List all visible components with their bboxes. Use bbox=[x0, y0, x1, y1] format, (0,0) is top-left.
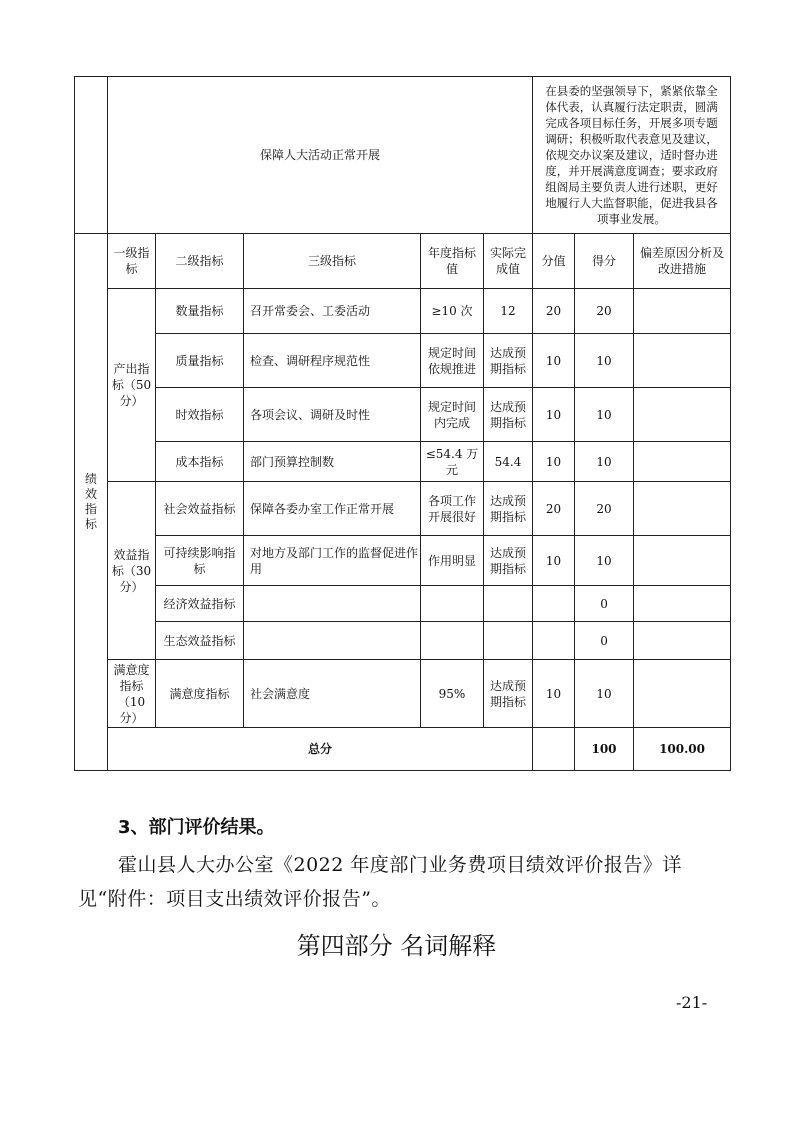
paragraph-line-1: 霍山县人大办公室《2022 年度部门业务费项目绩效评价报告》详 bbox=[118, 854, 682, 876]
row-note bbox=[634, 388, 731, 442]
row-level3: 部门预算控制数 bbox=[244, 442, 421, 482]
header-got: 得分 bbox=[575, 234, 634, 289]
row-score: 10 bbox=[533, 334, 575, 388]
row-got: 20 bbox=[575, 289, 634, 334]
total-actual bbox=[533, 728, 575, 771]
row-actual: 达成预期指标 bbox=[484, 660, 533, 728]
group-satisfaction: 满意度指标（10分） bbox=[108, 660, 156, 728]
row-note bbox=[634, 289, 731, 334]
row-level2: 社会效益指标 bbox=[156, 482, 244, 536]
row-target bbox=[421, 622, 484, 660]
table-row bbox=[75, 442, 731, 482]
row-level2: 数量指标 bbox=[156, 289, 244, 334]
row-target: 规定时间依规推进 bbox=[421, 334, 484, 388]
table-row bbox=[75, 536, 731, 586]
row-actual: 54.4 bbox=[484, 442, 533, 482]
row-target bbox=[421, 586, 484, 622]
row-got: 0 bbox=[575, 586, 634, 622]
row-level3: 保障各委办室工作正常开展 bbox=[244, 482, 421, 536]
row-score: 20 bbox=[533, 482, 575, 536]
row-level2: 时效指标 bbox=[156, 388, 244, 442]
row-target: 规定时间内完成 bbox=[421, 388, 484, 442]
row-level3: 召开常委会、工委活动 bbox=[244, 289, 421, 334]
performance-table bbox=[74, 76, 731, 771]
row-score: 10 bbox=[533, 536, 575, 586]
row-score bbox=[533, 586, 575, 622]
total-got: 100.00 bbox=[634, 728, 731, 771]
row-got: 10 bbox=[575, 536, 634, 586]
table-row bbox=[75, 334, 731, 388]
header-level2: 二级指标 bbox=[156, 234, 244, 289]
row-score bbox=[533, 622, 575, 660]
header-actual: 实际完成值 bbox=[484, 234, 533, 289]
row-got: 10 bbox=[575, 660, 634, 728]
row-score: 10 bbox=[533, 388, 575, 442]
row-level2: 生态效益指标 bbox=[156, 622, 244, 660]
row-target: 95% bbox=[421, 660, 484, 728]
row-got: 10 bbox=[575, 442, 634, 482]
side-label: 绩效指标 bbox=[84, 472, 97, 531]
project-goal-row bbox=[75, 77, 731, 234]
row-level3 bbox=[244, 586, 421, 622]
row-actual: 达成预期指标 bbox=[484, 536, 533, 586]
row-level2: 满意度指标 bbox=[156, 660, 244, 728]
row-level3: 检查、调研程序规范性 bbox=[244, 334, 421, 388]
table-row bbox=[75, 586, 731, 622]
side-label-cell bbox=[75, 234, 108, 771]
row-level3 bbox=[244, 622, 421, 660]
header-target: 年度指标值 bbox=[421, 234, 484, 289]
row-got: 0 bbox=[575, 622, 634, 660]
row-actual: 达成预期指标 bbox=[484, 388, 533, 442]
row-note bbox=[634, 660, 731, 728]
total-score: 100 bbox=[575, 728, 634, 771]
row-got: 10 bbox=[575, 388, 634, 442]
row-level2: 经济效益指标 bbox=[156, 586, 244, 622]
row-level3: 对地方及部门工作的监督促进作用 bbox=[244, 536, 421, 586]
paragraph-line-2: 见“附件：项目支出绩效评价报告”。 bbox=[78, 888, 391, 910]
table-row bbox=[75, 289, 731, 334]
row-level2: 成本指标 bbox=[156, 442, 244, 482]
row-actual bbox=[484, 586, 533, 622]
row-level2: 可持续影响指标 bbox=[156, 536, 244, 586]
row-note bbox=[634, 442, 731, 482]
row-target: ≥10 次 bbox=[421, 289, 484, 334]
row-actual: 达成预期指标 bbox=[484, 482, 533, 536]
part-title: 第四部分 名词解释 bbox=[296, 932, 497, 960]
row-actual: 达成预期指标 bbox=[484, 334, 533, 388]
row-level3: 各项会议、调研及时性 bbox=[244, 388, 421, 442]
header-level1: 一级指标 bbox=[108, 234, 156, 289]
row-note bbox=[634, 482, 731, 536]
page-number: -21- bbox=[676, 993, 708, 1012]
section-heading: 3、部门评价结果。 bbox=[118, 817, 275, 838]
table-row bbox=[75, 622, 731, 660]
row-level2: 质量指标 bbox=[156, 334, 244, 388]
row-note bbox=[634, 586, 731, 622]
row-note bbox=[634, 536, 731, 586]
row-actual bbox=[484, 622, 533, 660]
row-target: ≤54.4 万元 bbox=[421, 442, 484, 482]
table-row bbox=[75, 660, 731, 728]
table-row bbox=[75, 482, 731, 536]
table-row bbox=[75, 388, 731, 442]
group-output: 产出指标（50分） bbox=[108, 289, 156, 482]
blank-cell bbox=[75, 77, 108, 234]
header-analysis: 偏差原因分析及改进措施 bbox=[634, 234, 731, 289]
project-summary-cell: 在县委的坚强领导下，紧紧依靠全体代表，认真履行法定职责，圆满完成各项目标任务，开展多项专题调研；积极听取代表意见及建议，依规交办议案及建议，适时督办进度，并开展满意度调查；要求政府组阁局主要负责人进行述职，更好地履行人大监督职能，促进我县各项事业发展。 bbox=[533, 77, 731, 234]
header-score: 分值 bbox=[533, 234, 575, 289]
row-score: 10 bbox=[533, 442, 575, 482]
row-score: 20 bbox=[533, 289, 575, 334]
total-row bbox=[75, 728, 731, 771]
row-score: 10 bbox=[533, 660, 575, 728]
group-benefit: 效益指标（30分） bbox=[108, 482, 156, 660]
row-target: 作用明显 bbox=[421, 536, 484, 586]
total-label: 总分 bbox=[108, 728, 533, 771]
row-note bbox=[634, 622, 731, 660]
header-row bbox=[75, 234, 731, 289]
row-level3: 社会满意度 bbox=[244, 660, 421, 728]
project-goal-cell: 保障人大活动正常开展 bbox=[108, 77, 533, 234]
row-got: 10 bbox=[575, 334, 634, 388]
row-actual: 12 bbox=[484, 289, 533, 334]
row-got: 20 bbox=[575, 482, 634, 536]
row-target: 各项工作开展很好 bbox=[421, 482, 484, 536]
row-note bbox=[634, 334, 731, 388]
header-level3: 三级指标 bbox=[244, 234, 421, 289]
